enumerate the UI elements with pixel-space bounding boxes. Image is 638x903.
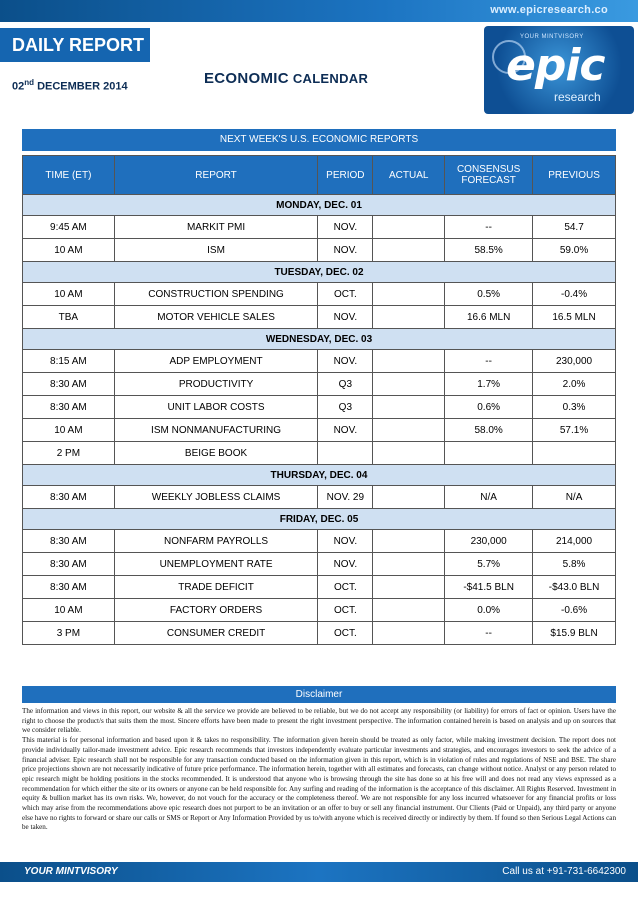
cell-previous: 2.0% xyxy=(533,373,616,396)
cell-consensus: 0.5% xyxy=(445,283,533,306)
cell-period: Q3 xyxy=(318,373,373,396)
cell-report: BEIGE BOOK xyxy=(114,442,318,465)
footer-contact[interactable]: Call us at +91-731-6642300 xyxy=(502,866,626,877)
cell-time: 8:30 AM xyxy=(23,576,115,599)
logo-sub: research xyxy=(554,90,601,104)
date-day: 02 xyxy=(12,80,25,93)
cell-actual xyxy=(373,622,445,645)
table-row xyxy=(23,396,616,419)
cell-previous: 230,000 xyxy=(533,350,616,373)
cell-report: ISM NONMANUFACTURING xyxy=(114,419,318,442)
cell-consensus: 5.7% xyxy=(445,553,533,576)
cell-report: WEEKLY JOBLESS CLAIMS xyxy=(114,486,318,509)
cell-time: 3 PM xyxy=(23,622,115,645)
cell-time: 8:30 AM xyxy=(23,553,115,576)
cell-previous: $15.9 BLN xyxy=(533,622,616,645)
cell-report: PRODUCTIVITY xyxy=(114,373,318,396)
col-period: PERIOD xyxy=(318,156,373,195)
cell-consensus: 1.7% xyxy=(445,373,533,396)
cell-actual xyxy=(373,419,445,442)
cell-report: ISM xyxy=(114,239,318,262)
cell-report: TRADE DEFICIT xyxy=(114,576,318,599)
table-row xyxy=(23,419,616,442)
cell-period: NOV. xyxy=(318,419,373,442)
cell-report: MOTOR VEHICLE SALES xyxy=(114,306,318,329)
cell-time: 8:15 AM xyxy=(23,350,115,373)
cell-consensus: -- xyxy=(445,350,533,373)
cell-actual xyxy=(373,576,445,599)
table-row xyxy=(23,216,616,239)
table-row xyxy=(23,530,616,553)
cell-consensus: N/A xyxy=(445,486,533,509)
cell-period: NOV. xyxy=(318,350,373,373)
cell-report: UNEMPLOYMENT RATE xyxy=(114,553,318,576)
section-title xyxy=(204,70,368,87)
col-actual: ACTUAL xyxy=(373,156,445,195)
table-row xyxy=(23,373,616,396)
cell-previous: 0.3% xyxy=(533,396,616,419)
cell-report: ADP EMPLOYMENT xyxy=(114,350,318,373)
cell-previous: 54.7 xyxy=(533,216,616,239)
cell-time: 8:30 AM xyxy=(23,396,115,419)
cell-previous: 59.0% xyxy=(533,239,616,262)
cell-time: 9:45 AM xyxy=(23,216,115,239)
cell-period: OCT. xyxy=(318,283,373,306)
section-title-small: CALENDAR xyxy=(288,71,369,86)
cell-report: UNIT LABOR COSTS xyxy=(114,396,318,419)
report-heading: NEXT WEEK'S U.S. ECONOMIC REPORTS xyxy=(22,129,616,151)
cell-period: OCT. xyxy=(318,576,373,599)
day-label: FRIDAY, DEC. 05 xyxy=(23,509,616,530)
cell-time: 10 AM xyxy=(23,239,115,262)
table-body xyxy=(23,195,616,645)
day-row xyxy=(23,262,616,283)
cell-report: NONFARM PAYROLLS xyxy=(114,530,318,553)
cell-period: Q3 xyxy=(318,396,373,419)
table-header-row xyxy=(23,156,616,195)
cell-consensus: 16.6 MLN xyxy=(445,306,533,329)
cell-previous: 16.5 MLN xyxy=(533,306,616,329)
day-label: MONDAY, DEC. 01 xyxy=(23,195,616,216)
table-row xyxy=(23,350,616,373)
cell-actual xyxy=(373,599,445,622)
col-consensus: CONSENSUS FORECAST xyxy=(445,156,533,195)
col-report: REPORT xyxy=(114,156,318,195)
cell-period xyxy=(318,442,373,465)
cell-previous: -0.6% xyxy=(533,599,616,622)
date-suffix: nd xyxy=(24,78,35,87)
date-rest: DECEMBER 2014 xyxy=(34,80,128,93)
cell-consensus: -$41.5 BLN xyxy=(445,576,533,599)
day-label: WEDNESDAY, DEC. 03 xyxy=(23,329,616,350)
table-row xyxy=(23,283,616,306)
cell-actual xyxy=(373,396,445,419)
cell-consensus: -- xyxy=(445,622,533,645)
cell-actual xyxy=(373,216,445,239)
disclaimer-paragraph: The information and views in this report, our website & all the service we provide are believed to be reliable, but we do not accept any responsibility (or liability) for errors of fact or opinion. Users have the right to choose the product/s that suits them the most. Sincere efforts have been made to present the right investment perspective. The information contained herein is based on analysis and up on sources that we consider reliable. xyxy=(22,707,616,735)
col-time: TIME (ET) xyxy=(23,156,115,195)
cell-actual xyxy=(373,553,445,576)
disclaimer-heading: Disclaimer xyxy=(22,686,616,703)
cell-period: OCT. xyxy=(318,622,373,645)
cell-consensus: 230,000 xyxy=(445,530,533,553)
day-label: THURSDAY, DEC. 04 xyxy=(23,465,616,486)
site-url[interactable]: www.epicresearch.co xyxy=(490,4,608,16)
cell-actual xyxy=(373,530,445,553)
cell-time: 10 AM xyxy=(23,599,115,622)
table-row xyxy=(23,239,616,262)
day-row xyxy=(23,329,616,350)
cell-previous: 5.8% xyxy=(533,553,616,576)
cell-report: FACTORY ORDERS xyxy=(114,599,318,622)
table-row xyxy=(23,622,616,645)
cell-time: 2 PM xyxy=(23,442,115,465)
cell-consensus: 0.0% xyxy=(445,599,533,622)
cell-actual xyxy=(373,373,445,396)
table-row xyxy=(23,486,616,509)
cell-consensus xyxy=(445,442,533,465)
disclaimer-paragraph: This material is for personal information and based upon it & takes no responsibility. The information given herein should be treated as only factor, while making investment decision. The report does not provide individually tailor-made investment advice. Epic research recommends that investors independently evaluate particular investments and strategies, and encourages investors to seek the advice of a financial adviser. Epic research shall not be responsible for any transaction conducted based on the information given in this report, which is in violation of rules and regulations of NSE and BSE. The share price projections shown are not necessarily indicative of future price performance. The information herein, together with all estimates and forecasts, can change without notice. Analyst or any person related to epic research might be holding positions in the stocks recommended. It is understood that anyone who is browsing through the site has done so at his free will and does not read any views expressed as a recommendation for which either the site or its owners or anyone can be held responsible for. Any surfing and reading of the information is the acceptance of this disclaimer. All Rights Reserved. Investment in equity & bullion market has its own risks. We, however, do not vouch for the accuracy or the completeness thereof. We are not responsible for any loss incurred whatsoever for any financial profits or loss which may arise from the recommendations above epic research does not purport to be an invitation or an offer to buy or sell any financial instrument. Our Clients (Paid or Unpaid), any third party or anyone else have no rights to forward or share our calls or SMS or Report or Any Information Provided by us to/with anyone which is received directly or indirectly by them. If found so then Serious Legal Actions can be taken. xyxy=(22,736,616,832)
table-row xyxy=(23,576,616,599)
cell-report: MARKIT PMI xyxy=(114,216,318,239)
cell-actual xyxy=(373,350,445,373)
cell-actual xyxy=(373,442,445,465)
cell-previous: -0.4% xyxy=(533,283,616,306)
economic-calendar-table xyxy=(22,155,616,645)
cell-time: 8:30 AM xyxy=(23,486,115,509)
day-row xyxy=(23,465,616,486)
cell-consensus: 58.0% xyxy=(445,419,533,442)
cell-previous: N/A xyxy=(533,486,616,509)
logo-word: epic xyxy=(506,40,605,91)
table-row xyxy=(23,306,616,329)
day-row xyxy=(23,509,616,530)
cell-period: NOV. xyxy=(318,553,373,576)
cell-actual xyxy=(373,283,445,306)
disclaimer-text xyxy=(22,707,616,833)
cell-consensus: -- xyxy=(445,216,533,239)
cell-time: 8:30 AM xyxy=(23,373,115,396)
footer-tagline: YOUR MINTVISORY xyxy=(24,866,118,877)
cell-time: 10 AM xyxy=(23,419,115,442)
cell-period: NOV. xyxy=(318,239,373,262)
cell-time: 8:30 AM xyxy=(23,530,115,553)
section-title-big: ECONOMIC xyxy=(204,70,289,87)
table-row xyxy=(23,553,616,576)
cell-period: OCT. xyxy=(318,599,373,622)
report-date xyxy=(12,78,128,93)
cell-report: CONSUMER CREDIT xyxy=(114,622,318,645)
cell-period: NOV. xyxy=(318,216,373,239)
page-title: DAILY REPORT xyxy=(12,35,145,55)
cell-actual xyxy=(373,306,445,329)
cell-actual xyxy=(373,486,445,509)
cell-previous: -$43.0 BLN xyxy=(533,576,616,599)
cell-consensus: 58.5% xyxy=(445,239,533,262)
cell-previous: 214,000 xyxy=(533,530,616,553)
cell-consensus: 0.6% xyxy=(445,396,533,419)
col-previous: PREVIOUS xyxy=(533,156,616,195)
day-row xyxy=(23,195,616,216)
cell-report: CONSTRUCTION SPENDING xyxy=(114,283,318,306)
cell-period: NOV. xyxy=(318,306,373,329)
day-label: TUESDAY, DEC. 02 xyxy=(23,262,616,283)
table-row xyxy=(23,599,616,622)
cell-previous: 57.1% xyxy=(533,419,616,442)
cell-period: NOV. xyxy=(318,530,373,553)
cell-time: TBA xyxy=(23,306,115,329)
cell-actual xyxy=(373,239,445,262)
cell-period: NOV. 29 xyxy=(318,486,373,509)
cell-time: 10 AM xyxy=(23,283,115,306)
logo-tagline: YOUR MINTVISORY xyxy=(520,34,584,40)
table-row xyxy=(23,442,616,465)
cell-previous xyxy=(533,442,616,465)
epic-research-logo xyxy=(484,26,634,114)
